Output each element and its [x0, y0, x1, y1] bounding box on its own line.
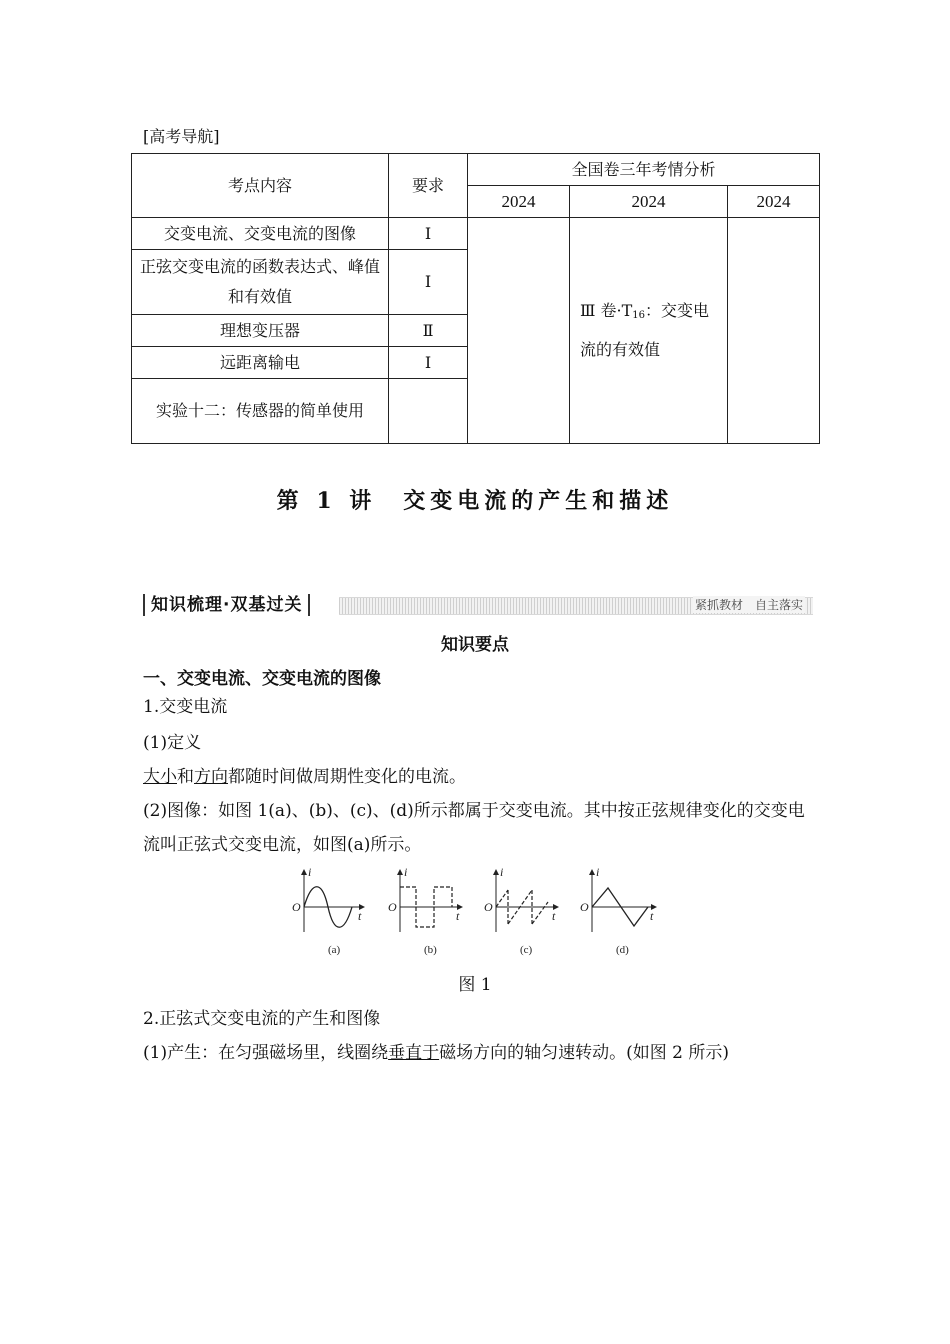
analysis-subscript: 16: [632, 310, 646, 321]
graph-c-sawtooth: [484, 865, 558, 956]
generation-text: [143, 1036, 813, 1070]
analysis-cell-1: [468, 218, 570, 444]
panel-c-label: (c): [520, 944, 533, 956]
year-col-1: 2024: [468, 186, 570, 218]
graph-a-sine: [292, 865, 364, 956]
requirement-cell: Ⅱ: [389, 315, 468, 347]
origin-label: O: [292, 900, 301, 914]
axis-i-label: i: [596, 865, 600, 879]
item-2-title: 2.正弦式交变电流的产生和图像: [143, 1009, 381, 1029]
requirement-cell: Ⅰ: [389, 347, 468, 379]
axis-t-label: t: [650, 909, 654, 923]
analysis-cell-2: [570, 218, 728, 444]
analysis-prefix: Ⅲ 卷·T: [580, 301, 633, 320]
year-col-2: 2024: [570, 186, 728, 218]
definition-text: [143, 760, 813, 794]
origin-label: O: [580, 900, 589, 914]
topic-cell: 远距离输电: [132, 347, 389, 379]
axis-i-label: i: [500, 865, 504, 879]
gaokao-nav-label: [高考导航]: [143, 127, 220, 146]
header-requirement: 要求: [389, 154, 468, 218]
section-1-title: 一、交变电流、交变电流的图像: [143, 669, 381, 689]
axis-t-label: t: [358, 909, 362, 923]
banner-label: 知识梳理·双基过关: [143, 594, 310, 616]
analysis-suffix: ：交变电流的有效值: [580, 301, 710, 359]
requirement-cell: Ⅰ: [389, 218, 468, 250]
axis-t-label: t: [456, 909, 460, 923]
panel-a-label: (a): [328, 944, 341, 956]
axis-i-label: i: [404, 865, 408, 879]
topic-cell: 实验十二：传感器的简单使用: [132, 379, 389, 444]
axis-t-label: t: [552, 909, 556, 923]
figure-1-graphs: [286, 862, 666, 962]
generation-post: 磁场方向的轴匀速转动。(如图 2 所示): [439, 1043, 729, 1063]
year-col-3: 2024: [728, 186, 820, 218]
axis-i-label: i: [308, 865, 312, 879]
requirement-cell: Ⅰ: [389, 250, 468, 315]
blank-perpendicular: 垂直于: [388, 1043, 440, 1063]
banner-tagline: 紧抓教材 自主落实: [694, 598, 803, 612]
graph-b-square: [388, 865, 462, 956]
definition-label: (1)定义: [143, 733, 202, 753]
section-banner: [143, 594, 813, 616]
figure-1-caption: 图 1: [458, 975, 492, 995]
origin-label: O: [388, 900, 397, 914]
panel-d-label: (d): [616, 944, 629, 956]
graph-d-triangle: [580, 865, 656, 956]
header-analysis: 全国卷三年考情分析: [468, 154, 820, 186]
definition-rest: 都随时间做周期性变化的电流。: [228, 767, 466, 787]
topic-cell: 理想变压器: [132, 315, 389, 347]
definition-and: 和: [177, 767, 194, 787]
blank-direction: 方向: [194, 767, 228, 787]
exam-analysis-table: [131, 153, 820, 444]
generation-pre: (1)产生：在匀强磁场里，线圈绕: [143, 1043, 389, 1063]
blank-magnitude: 大小: [143, 767, 177, 787]
requirement-cell: [389, 379, 468, 444]
origin-label: O: [484, 900, 493, 914]
section-heading: 知识要点: [441, 635, 509, 655]
topic-cell: 正弦交变电流的函数表达式、峰值和有效值: [132, 250, 389, 315]
item-1-title: 1.交变电流: [143, 697, 228, 717]
panel-b-label: (b): [424, 944, 437, 956]
graph-description: (2)图像：如图 1(a)、(b)、(c)、(d)所示都属于交变电流。其中按正弦规律变化的交变电流叫正弦式交变电流，如图(a)所示。: [143, 801, 805, 855]
topic-cell: 交变电流、交变电流的图像: [132, 218, 389, 250]
analysis-cell-3: [728, 218, 820, 444]
table-row: [132, 218, 820, 250]
lecture-title: 第 1 讲 交变电流的产生和描述: [276, 488, 674, 514]
header-topic: 考点内容: [132, 154, 389, 218]
